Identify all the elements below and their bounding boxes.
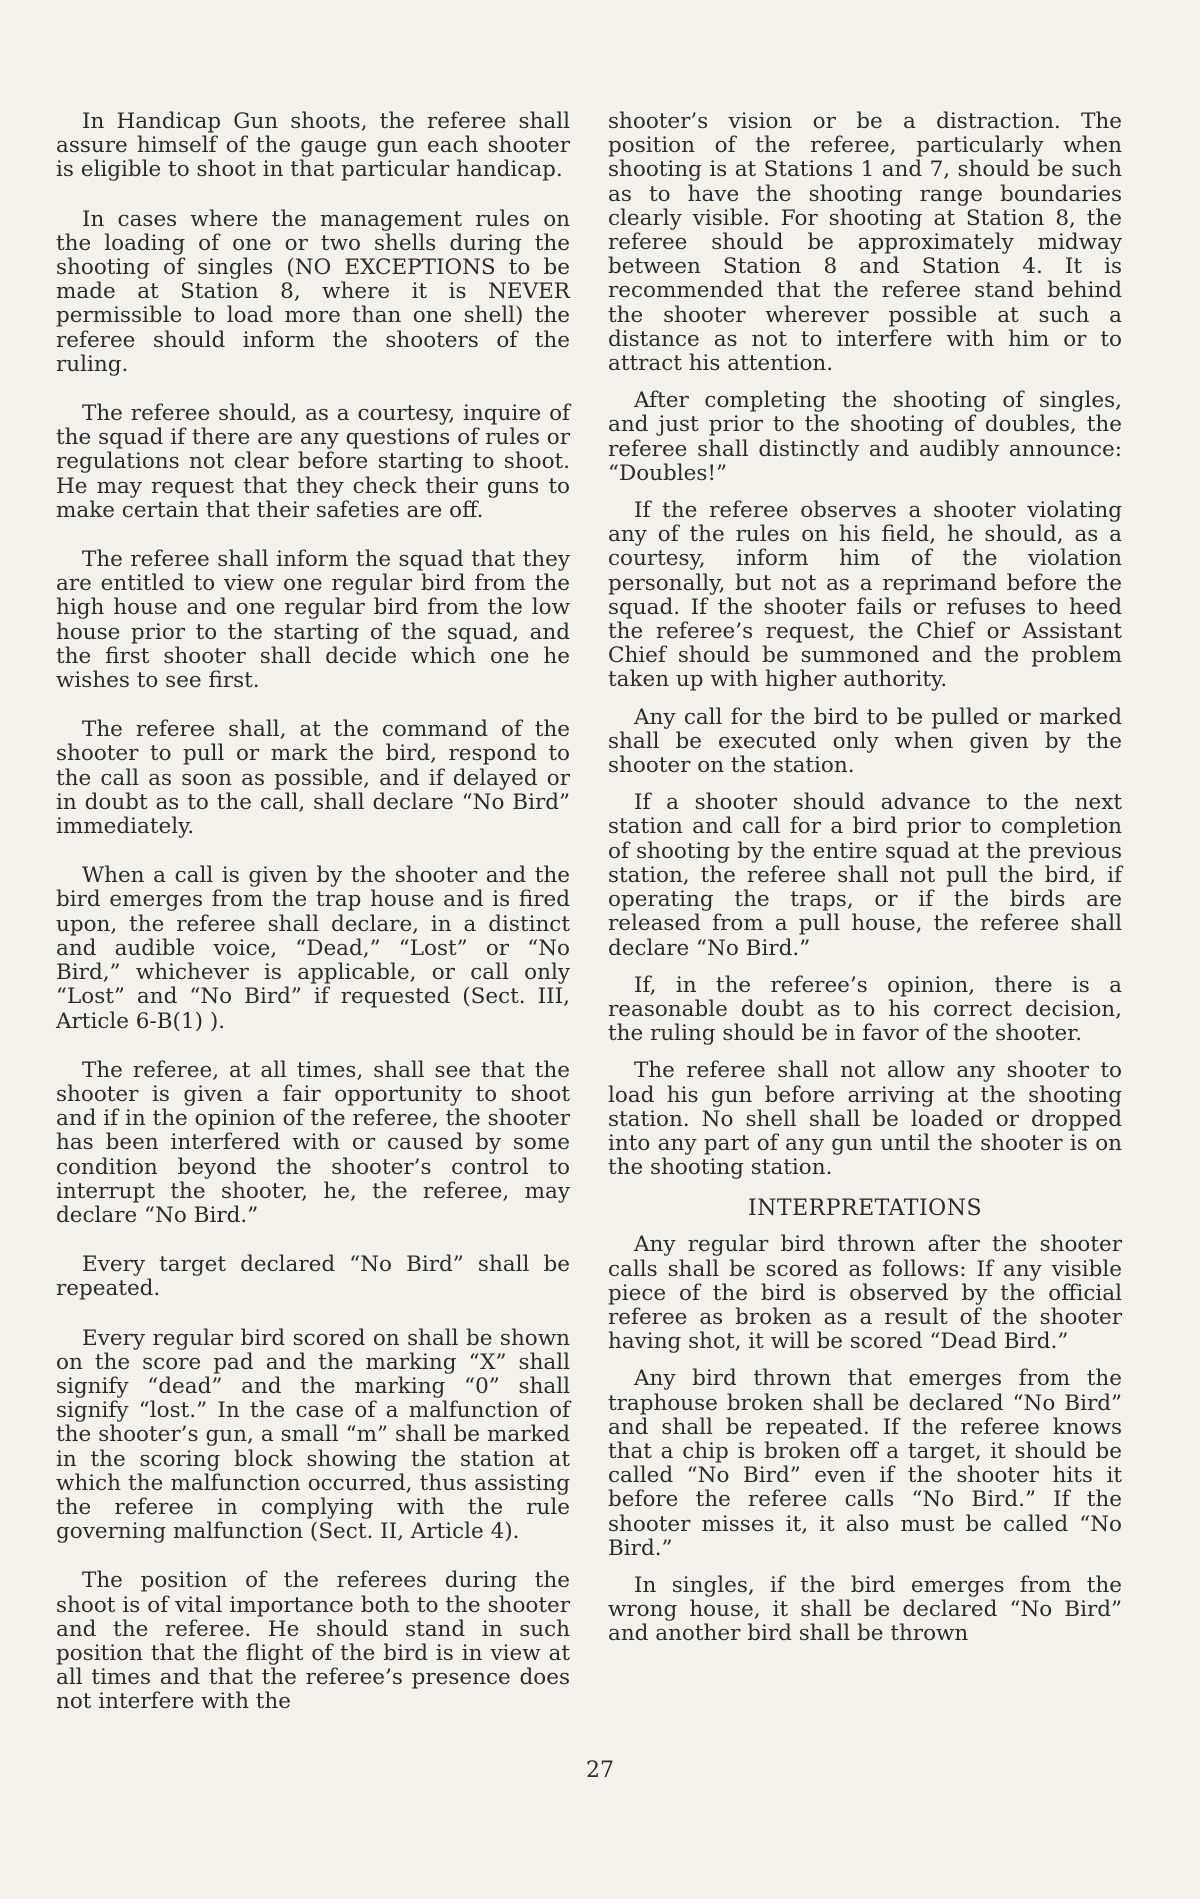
paragraph-doubles-announce: After completing the shooting of singles, and just prior to the shooting of doubles, the referee shall distinctly and audibly announce: “Doubles!” <box>608 388 1122 486</box>
paragraph-wrong-house: In singles, if the bird emerges from the wrong house, it shall be declared “No Bird” and another bird shall be thrown <box>608 1572 1122 1647</box>
paragraph-fair-opportunity: The referee, at all times, shall see that the shooter is given a fair opportunity to shoot and if in the opinion of the referee, the shooter has been interfered with or caused by some condition beyond the shooter’s control to interrupt the shooter, he, the referee, may declare “No Bird.” <box>56 1057 570 1228</box>
paragraph-regular-bird-scoring: Any regular bird thrown after the shooter calls shall be scored as follows: If any visible piece of the bird is observed by the official referee as broken as a result of the shooter having shot, it will be scored “Dead Bird.” <box>608 1232 1122 1355</box>
paragraph-repeat-no-bird: Every target declared “No Bird” shall be repeated. <box>56 1252 570 1302</box>
paragraph-rule-violation: If the referee observes a shooter violating any of the rules on his field, he should, as a courtesy, inform him of the violation personally, but not as a reprimand before the squad. If the shooter fails or refuses to heed the referee’s request, the Chief or Assistant Chief should be summoned and the problem taken up with higher authority. <box>608 498 1122 693</box>
paragraph-advance-station: If a shooter should advance to the next station and call for a bird prior to completion of shooting by the entire squad at the previous station, the referee shall not pull the bird, if operating the traps, or if the birds are released from a pull house, the referee shall declare “No Bird.” <box>608 790 1122 961</box>
paragraph-score-pad: Every regular bird scored on shall be shown on the score pad and the marking “X” shall signify “dead” and the marking “0” shall signify “lost.” In the case of a malfunction of the shooter’s gun, a small “m” shall be marked in the scoring block showing the station at which the malfunction occurred, thus assisting the referee in complying with the rule governing malfunction (Sect. II, Article 4). <box>56 1325 570 1545</box>
left-column <box>56 110 570 1740</box>
paragraph-shooter-vision: shooter’s vision or be a distraction. The position of the referee, particularly when shooting is at Stations 1 and 7, should be such as to have the shooting range boundaries clearly visible. For shooting at Station 8, the referee should be approximately midway between Station 8 and Station 4. It is recommended that the referee stand behind the shooter wherever possible at such a distance as not to interfere with him or to attract his attention. <box>608 109 1122 377</box>
paragraph-view-regular-bird: The referee shall inform the squad that they are entitled to view one regular bird from the high house and one regular bird from the low house prior to the starting of the squad, and the first shooter shall decide which one he wishes to see first. <box>56 547 570 694</box>
right-column <box>608 110 1122 1660</box>
paragraph-reasonable-doubt: If, in the referee’s opinion, there is a reasonable doubt as to his correct decision, the ruling should be in favor of the shooter. <box>608 972 1122 1047</box>
paragraph-loading-shells: In cases where the management rules on the loading of one or two shells during the shooting of singles (NO EXCEPTIONS to be made at Station 8, where it is NEVER permissible to load more than one shell) the referee should inform the shooters of the ruling. <box>56 206 570 377</box>
paragraph-courtesy-inquiry: The referee should, as a courtesy, inquire of the squad if there are any questions of rules or regulations not clear before starting to shoot. He may request that they check their guns to make certain that their safeties are off. <box>56 401 570 523</box>
paragraph-loading-gun: The referee shall not allow any shooter to load his gun before arriving at the shooting station. No shell shall be loaded or dropped into any part of any gun until the shooter is on the shooting station. <box>608 1058 1122 1181</box>
paragraph-pull-command: The referee shall, at the command of the shooter to pull or mark the bird, respond to the call as soon as possible, and if delayed or in doubt as to the call, shall declare “No Bird” immediately. <box>56 717 570 840</box>
paragraph-declare-result: When a call is given by the shooter and the bird emerges from the trap house and is fired upon, the referee shall declare, in a distinct and audible voice, “Dead,” “Lost” or “No Bird,” whichever is applicable, or call only “Lost” and “No Bird” if requested (Sect. III, Article 6-B(1) ). <box>56 863 570 1034</box>
page-number: 27 <box>586 1758 614 1783</box>
paragraph-broken-bird: Any bird thrown that emerges from the traphouse broken shall be declared “No Bird” and shall be repeated. If the referee knows that a chip is broken off a target, it should be called “No Bird” even if the shooter hits it before the referee calls “No Bird.” If the shooter misses it, it also must be called “No Bird.” <box>608 1366 1122 1561</box>
paragraph-handicap-gun: In Handicap Gun shoots, the referee shall assure himself of the gauge gun each shooter is eligible to shoot in that particular handicap. <box>56 109 570 183</box>
paragraph-call-for-bird: Any call for the bird to be pulled or marked shall be executed only when given by the shooter on the station. <box>608 704 1122 779</box>
paragraph-referee-position: The position of the referees during the shoot is of vital importance both to the shooter and the referee. He should stand in such position that the flight of the bird is in view at all times and that the referee’s presence does not interfere with the <box>56 1568 570 1715</box>
interpretations-heading: INTERPRETATIONS <box>747 1196 983 1222</box>
